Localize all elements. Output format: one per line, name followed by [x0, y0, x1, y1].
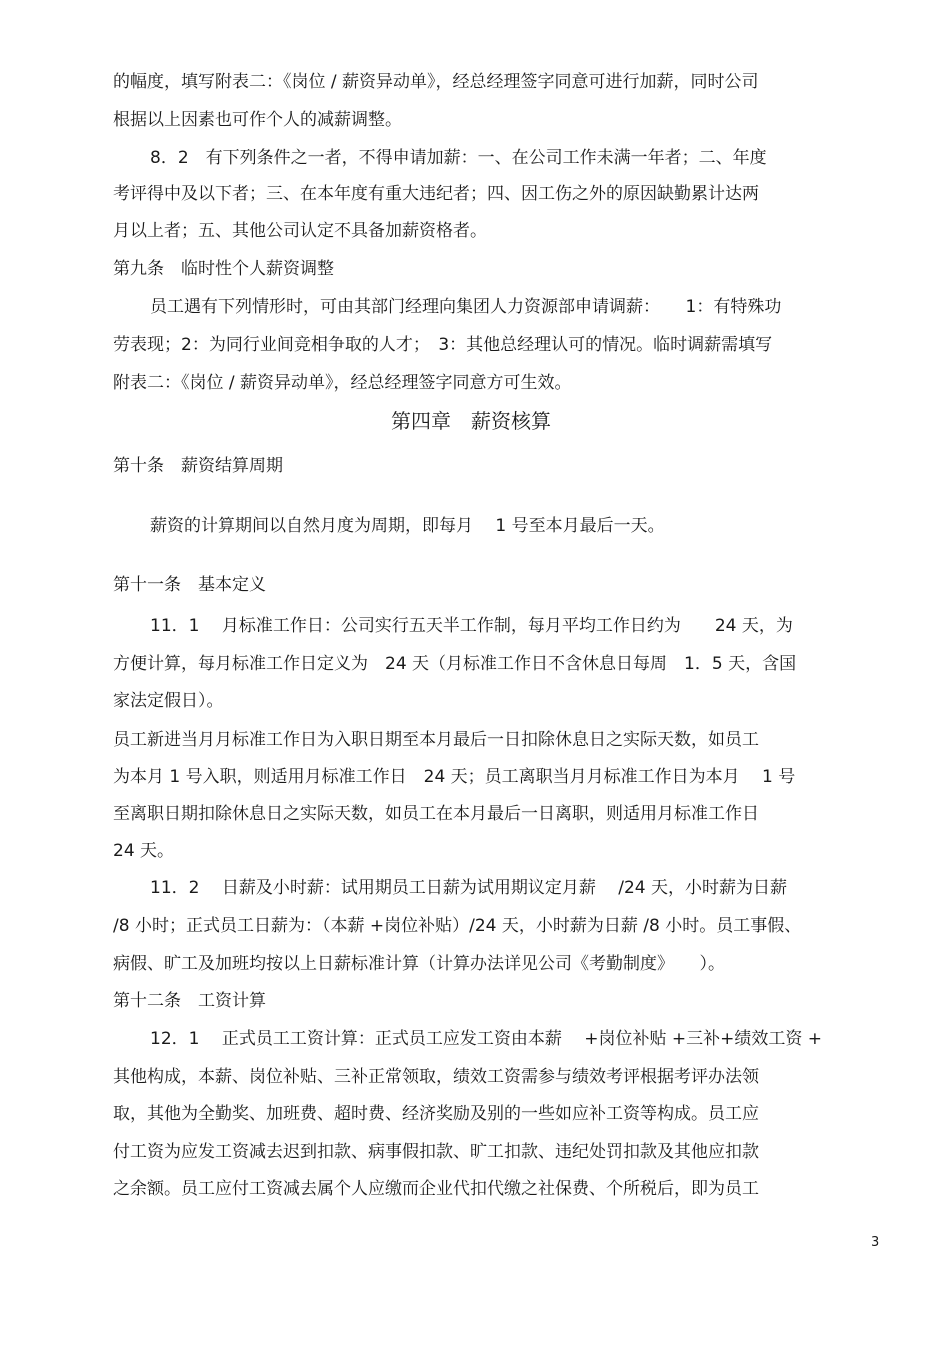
- body-line: 员工新进当月月标准工作日为入职日期至本月最后一日扣除休息日之实际天数，如员工: [113, 730, 759, 750]
- article-10-heading: 第十条 薪资结算周期: [113, 456, 283, 476]
- page-number: 3: [871, 1235, 880, 1250]
- body-line: 24 天。: [113, 841, 175, 861]
- body-line: 至离职日期扣除休息日之实际天数，如员工在本月最后一日离职，则适用月标准工作日: [113, 804, 759, 824]
- body-line: 家法定假日）。: [113, 691, 224, 711]
- body-line: 其他构成，本薪、岗位补贴、三补正常领取，绩效工资需参与绩效考评根据考评办法领: [113, 1067, 759, 1087]
- body-line: 取，其他为全勤奖、加班费、超时费、经济奖励及别的一些如应补工资等构成。员工应: [113, 1104, 759, 1124]
- body-line: /8 小时；正式员工日薪为：（本薪 +岗位补贴）/24 天，小时薪为日薪 /8 小时。员工事假、: [113, 916, 802, 936]
- body-line: 为本月 1 号入职，则适用月标准工作日 24 天；员工离职当月月标准工作日为本月 1 号: [113, 767, 796, 787]
- article-11-heading: 第十一条 基本定义: [113, 575, 266, 595]
- body-line: 考评得中及以下者；三、在本年度有重大违纪者；四、因工伤之外的原因缺勤累计达两: [113, 184, 759, 204]
- body-line: 的幅度，填写附表二：《岗位 / 薪资异动单》，经总经理签字同意可进行加薪，同时公司: [113, 72, 759, 92]
- body-line: 方便计算，每月标准工作日定义为 24 天（月标准工作日不含休息日每周 1．5 天，含国: [113, 654, 797, 674]
- chapter-title: 第四章 薪资核算: [391, 409, 551, 433]
- clause-12-1: 12．1 正式员工工资计算：正式员工应发工资由本薪 +岗位补贴 +三补+绩效工资 +: [150, 1029, 823, 1049]
- clause-11-1: 11．1 月标准工作日：公司实行五天半工作制，每月平均工作日约为 24 天，为: [150, 616, 793, 636]
- body-line: 薪资的计算期间以自然月度为周期，即每月 1 号至本月最后一天。: [150, 516, 665, 536]
- clause-11-2: 11．2 日薪及小时薪：试用期员工日薪为试用期议定月薪 /24 天，小时薪为日薪: [150, 878, 788, 898]
- body-line: 付工资为应发工资减去迟到扣款、病事假扣款、旷工扣款、违纪处罚扣款及其他应扣款: [113, 1142, 759, 1162]
- body-line: 附表二：《岗位 / 薪资异动单》，经总经理签字同意方可生效。: [113, 373, 572, 393]
- body-line: 劳表现；2：为同行业间竞相争取的人才； 3：其他总经理认可的情况。临时调薪需填写: [113, 335, 773, 355]
- clause-8-2: 8．2 有下列条件之一者，不得申请加薪：一、在公司工作未满一年者；二、年度: [150, 148, 767, 168]
- body-line: 病假、旷工及加班均按以上日薪标准计算（计算办法详见公司《考勤制度》 ）。: [113, 954, 725, 974]
- article-12-heading: 第十二条 工资计算: [113, 991, 266, 1011]
- body-line: 月以上者；五、其他公司认定不具备加薪资格者。: [113, 221, 487, 241]
- body-line: 之余额。员工应付工资减去属个人应缴而企业代扣代缴之社保费、个所税后，即为员工: [113, 1179, 759, 1199]
- body-line: 员工遇有下列情形时，可由其部门经理向集团人力资源部申请调薪： 1：有特殊功: [150, 297, 782, 317]
- body-line: 根据以上因素也可作个人的减薪调整。: [113, 110, 402, 130]
- article-9-heading: 第九条 临时性个人薪资调整: [113, 259, 334, 279]
